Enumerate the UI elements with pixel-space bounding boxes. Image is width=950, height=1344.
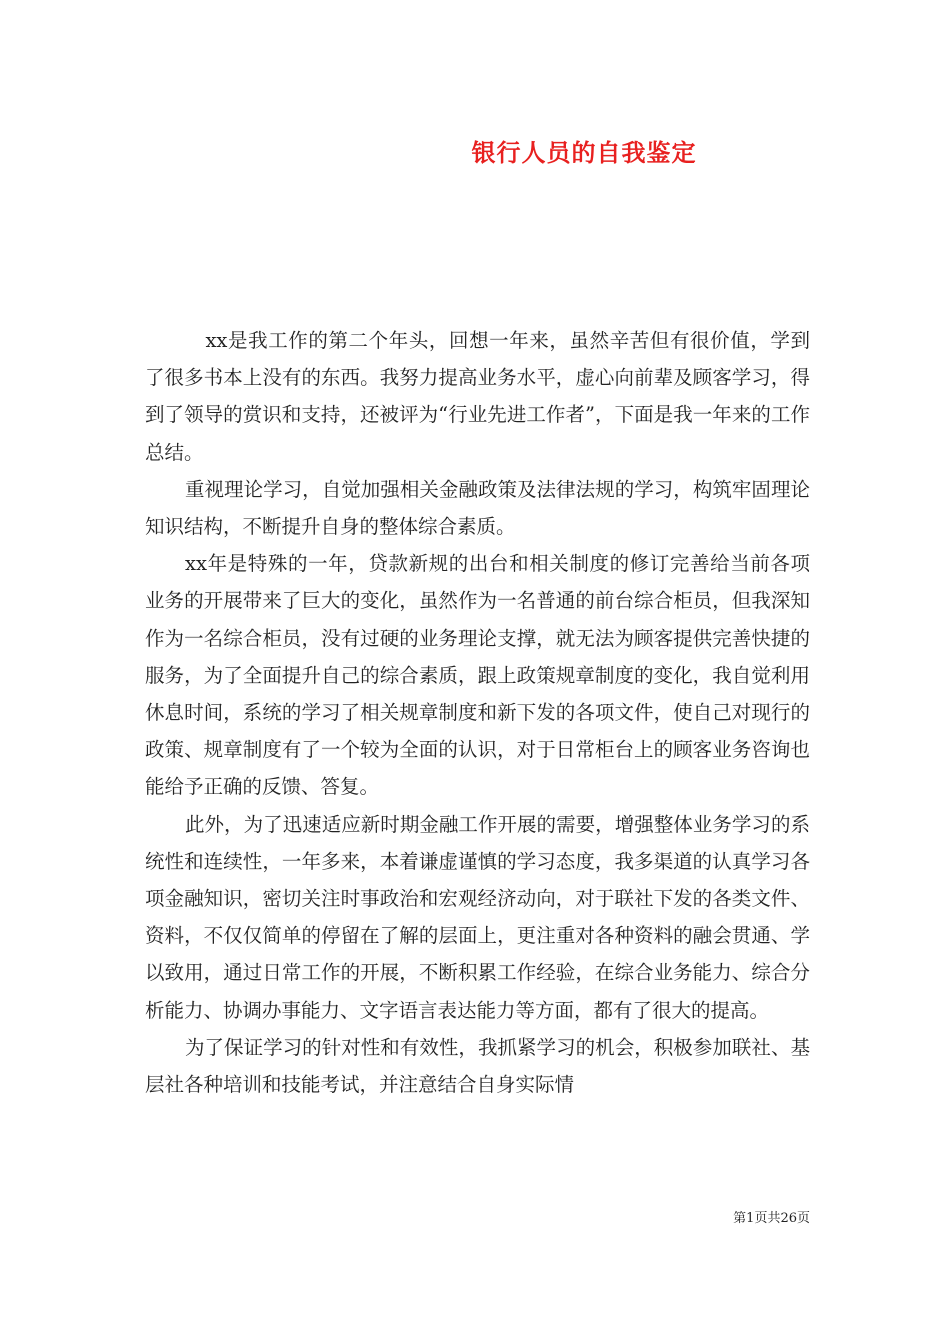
paragraph-5: 为了保证学习的针对性和有效性，我抓紧学习的机会，积极参加联社、基层社各种培训和技能考试，并注意结合自身实际情: [145, 1035, 810, 1097]
paragraph-1: xx是我工作的第二个年头，回想一年来，虽然辛苦但有很价值，学到了很多书本上没有的东西。我努力提高业务水平，虚心向前辈及顾客学习，得到了领导的赏识和支持，还被评为“行业先进工作者”，下面是我一年来的工作总结。: [145, 329, 810, 464]
paragraph-3: xx年是特殊的一年，贷款新规的出台和相关制度的修订完善给当前各项业务的开展带来了巨大的变化，虽然作为一名普通的前台综合柜员，但我深知作为一名综合柜员，没有过硬的业务理论支撑，就无法为顾客提供完善快捷的服务，为了全面提升自己的综合素质，跟上政策规章制度的变化，我自觉利用休息时间，系统的学习了相关规章制度和新下发的各项文件，使自己对现行的政策、规章制度有了一个较为全面的认识，对于日常柜台上的顾客业务咨询也能给予正确的反馈、答复。: [145, 552, 810, 799]
paragraph-2: 重视理论学习，自觉加强相关金融政策及法律法规的学习，构筑牢固理论知识结构，不断提升自身的整体综合素质。: [145, 477, 810, 539]
page-number-footer: 第1页共26页: [733, 1211, 810, 1226]
document-body: [145, 322, 810, 1103]
document-title: 银行人员的自我鉴定: [471, 138, 697, 167]
paragraph-4: 此外，为了迅速适应新时期金融工作开展的需要，增强整体业务学习的系统性和连续性，一年多来，本着谦虚谨慎的学习态度，我多渠道的认真学习各项金融知识，密切关注时事政治和宏观经济动向，对于联社下发的各类文件、资料，不仅仅简单的停留在了解的层面上，更注重对各种资料的融会贯通、学以致用，通过日常工作的开展，不断积累工作经验，在综合业务能力、综合分析能力、协调办事能力、文字语言表达能力等方面，都有了很大的提高。: [145, 812, 810, 1022]
